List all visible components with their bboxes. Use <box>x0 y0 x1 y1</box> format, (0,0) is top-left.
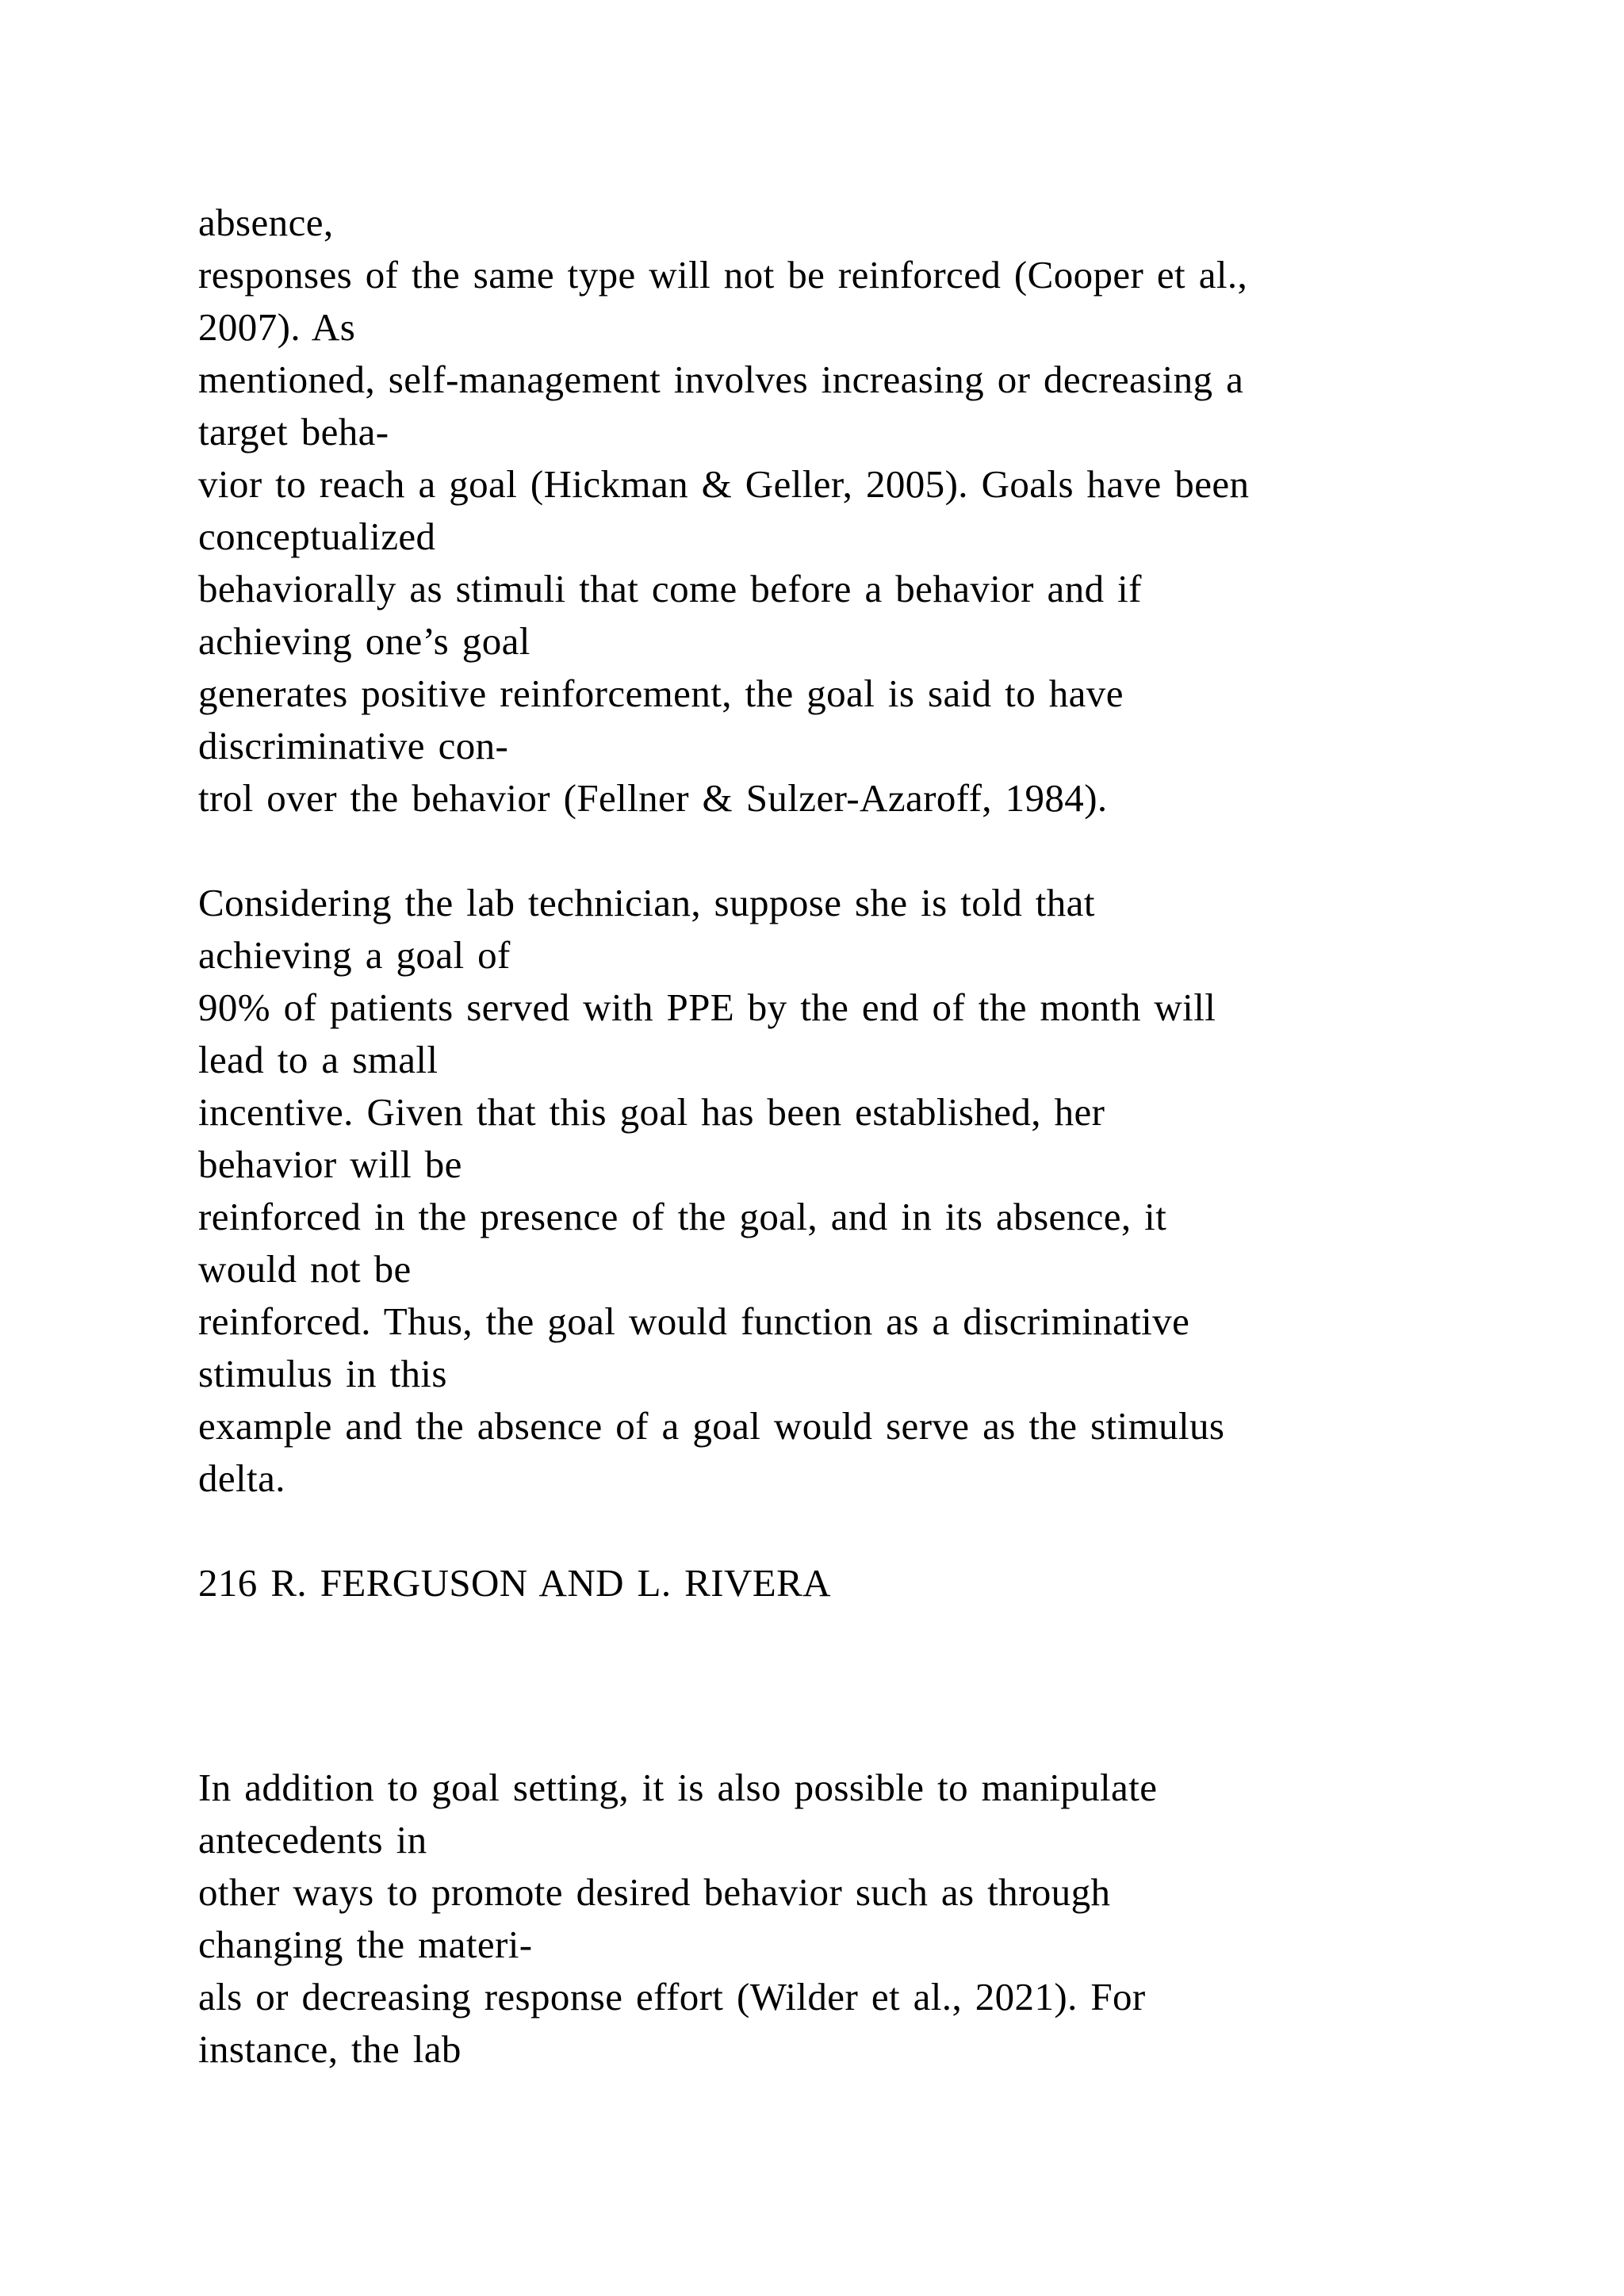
paragraph-1-line-3: 2007). As <box>198 305 356 349</box>
paragraph-2-line-8: would not be <box>198 1247 412 1291</box>
paragraph-2-line-10: stimulus in this <box>198 1352 447 1395</box>
paragraph-2-line-12: delta. <box>198 1456 285 1500</box>
paragraph-2-line-6: behavior will be <box>198 1142 462 1186</box>
paragraph-3-line-2: antecedents in <box>198 1818 427 1862</box>
paragraph-1-line-5: target beha- <box>198 410 389 453</box>
paragraph-1-line-11: discriminative con- <box>198 724 509 767</box>
paragraph-1-line-9: achieving one’s goal <box>198 619 530 663</box>
paragraph-2-line-4: lead to a small <box>198 1038 439 1081</box>
paragraph-2-line-7: reinforced in the presence of the goal, and in its absence, it <box>198 1195 1167 1238</box>
paragraph-3-line-6: instance, the lab <box>198 2027 462 2071</box>
running-header: 216 R. FERGUSON AND L. RIVERA <box>198 1561 831 1605</box>
paragraph-1-line-7: conceptualized <box>198 515 436 558</box>
paragraph-1-line-10: generates positive reinforcement, the goal is said to have <box>198 672 1124 715</box>
paragraph-3-line-3: other ways to promote desired behavior such as through <box>198 1870 1111 1914</box>
paragraph-2-line-9: reinforced. Thus, the goal would function as a discriminative <box>198 1299 1190 1343</box>
paragraph-2-line-3: 90% of patients served with PPE by the end of the month will <box>198 985 1216 1029</box>
paragraph-2-line-2: achieving a goal of <box>198 933 511 977</box>
paragraph-2-line-1: Considering the lab technician, suppose she is told that <box>198 881 1095 924</box>
paragraph-1-line-1: absence, <box>198 201 334 244</box>
paragraph-1-line-4: mentioned, self-management involves increasing or decreasing a <box>198 358 1244 401</box>
paragraph-1-line-12: trol over the behavior (Fellner & Sulzer-Azaroff, 1984). <box>198 776 1108 820</box>
paragraph-1-line-6: vior to reach a goal (Hickman & Geller, 2005). Goals have been <box>198 462 1250 506</box>
paragraph-3-line-5: als or decreasing response effort (Wilder et al., 2021). For <box>198 1975 1146 2019</box>
paragraph-3-line-1: In addition to goal setting, it is also possible to manipulate <box>198 1766 1158 1809</box>
paragraph-2-line-11: example and the absence of a goal would serve as the stimulus <box>198 1404 1225 1448</box>
paragraph-2-line-5: incentive. Given that this goal has been established, her <box>198 1090 1105 1134</box>
paragraph-3-line-4: changing the materi- <box>198 1923 533 1966</box>
paragraph-1-line-8: behaviorally as stimuli that come before a behavior and if <box>198 567 1142 610</box>
paragraph-1-line-2: responses of the same type will not be reinforced (Cooper et al., <box>198 253 1248 297</box>
